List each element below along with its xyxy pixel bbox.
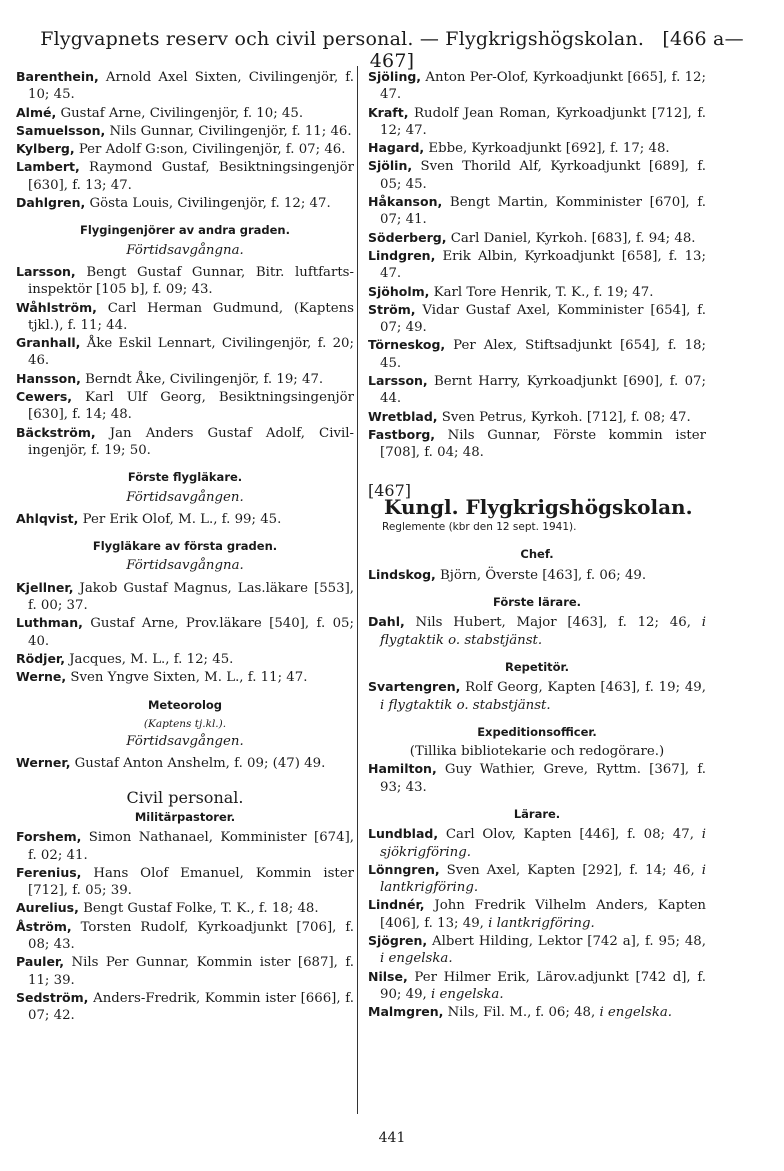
entry-surname: Ström, <box>368 301 416 317</box>
list-item <box>368 1003 706 1021</box>
list-item <box>368 372 706 408</box>
entry-details: Jan Anders Gustaf Adolf, Civil-ingenjör, f. 19; 50. <box>28 425 354 458</box>
list-item <box>368 613 706 649</box>
entry-surname: Kraft, <box>368 104 409 120</box>
right-column <box>368 68 706 1022</box>
entry-subject: i lantkrigföring. <box>488 915 595 931</box>
entry-details: Nils Gunnar, Civilingenjör, f. 11; 46. <box>105 123 352 139</box>
list-item <box>16 668 354 686</box>
subheading-fortidsavgangen-2: Förtidsavgången. <box>126 734 244 750</box>
entry-details: Per Hilmer Erik, Lärov.adjunkt [742 d], f. 90; 49, <box>380 969 706 1002</box>
list-item <box>368 426 706 462</box>
list-item <box>368 825 706 861</box>
list-item <box>368 157 706 193</box>
entry-details: Gösta Louis, Civilingenjör, f. 12; 47. <box>85 196 331 212</box>
entry-details: Åke Eskil Lennart, Civilingenjör, f. 20; 46. <box>28 336 354 369</box>
entry-surname: Hansson, <box>16 370 81 386</box>
entries-flyglakare <box>16 579 354 687</box>
entries-militarpastorer-cont <box>368 68 706 462</box>
entry-surname: Sjögren, <box>368 933 428 949</box>
section-heading-militarpastorer: Militärpastorer. <box>134 809 236 824</box>
entry-surname: Wretblad, <box>368 408 438 424</box>
list-item <box>368 301 706 337</box>
entry-surname: Fastborg, <box>368 426 436 442</box>
entry-details: Raymond Gustaf, Besiktningsingenjör [630], f. 13; 47. <box>28 160 354 193</box>
entry-surname: Sedström, <box>16 989 89 1005</box>
entry-surname: Nilse, <box>368 968 408 984</box>
entry-surname: Pauler, <box>16 954 64 970</box>
entry-surname: Törneskog, <box>368 337 446 353</box>
entry-details: Karl Tore Henrik, T. K., f. 19; 47. <box>429 284 654 300</box>
entry-surname: Åström, <box>16 918 72 934</box>
entry-details: Guy Wathier, Greve, Ryttm. [367], f. 93; 43. <box>380 762 706 795</box>
entry-details: Nils Gunnar, Förste kommin ister [708], f. 04; 48. <box>380 427 706 461</box>
entry-surname: Forshem, <box>16 829 82 845</box>
entry-surname: Almé, <box>16 104 57 120</box>
section-heading-repetitor: Repetitör. <box>505 659 569 674</box>
entry-details: Bengt Gustaf Gunnar, Bitr. luftfarts-inspektör [105 b], f. 09; 43. <box>28 264 354 298</box>
entry-surname: Wåhlström, <box>16 299 97 315</box>
list-item <box>16 68 354 104</box>
list-item <box>16 424 354 460</box>
entry-chef <box>368 566 706 584</box>
entry-surname: Sjöholm, <box>368 283 430 299</box>
entry-details: Anton Per-Olof, Kyrkoadjunkt [665], f. 12; 47. <box>380 70 706 103</box>
entry-details: Jacques, M. L., f. 12; 45. <box>65 651 234 667</box>
list-item <box>16 864 354 900</box>
list-item <box>368 760 706 796</box>
entry-details: Karl Ulf Georg, Besiktningsingenjör [630], f. 14; 48. <box>28 390 354 423</box>
subheading-fortidsavgangna: Förtidsavgångna. <box>126 242 244 258</box>
list-item <box>16 370 354 388</box>
entry-subject: i flygtaktik o. stabstjänst. <box>380 615 706 648</box>
entry-surname: Werner, <box>16 755 71 771</box>
list-item <box>16 122 354 140</box>
list-item <box>368 932 706 968</box>
entry-subject: i sjökrigföring. <box>380 827 706 860</box>
section-heading-forste-larare: Förste lärare. <box>492 595 582 610</box>
entry-details: Gustaf Arne, Civilingenjör, f. 10; 45. <box>56 105 304 121</box>
entry-subject: i flygtaktik o. stabstjänst. <box>380 697 551 713</box>
entry-surname: Rödjer, <box>16 650 65 666</box>
entry-details: Jakob Gustaf Magnus, Las.läkare [553], f. 00; 37. <box>28 580 354 614</box>
entries-civilingenjorer <box>16 68 354 212</box>
list-item <box>16 334 354 370</box>
entries-forste-flyglakare <box>16 510 354 528</box>
entry-surname: Dahlgren, <box>16 195 86 211</box>
entry-surname: Malmgren, <box>368 1004 444 1020</box>
entry-details: Per Alex, Stiftsadjunkt [654], f. 18; 45. <box>380 338 706 371</box>
section-title-civil-personal: Civil personal. <box>126 787 244 807</box>
list-item <box>16 104 354 122</box>
entry-surname: Ferenius, <box>16 864 82 880</box>
header-page-range: [466 a—467] <box>369 28 744 72</box>
list-item <box>16 299 354 335</box>
entry-details: Berndt Åke, Civilingenjör, f. 19; 47. <box>80 371 324 387</box>
entry-details: Nils Per Gunnar, Kommin ister [687], f. 11; 39. <box>28 955 354 988</box>
list-item <box>16 388 354 424</box>
list-item <box>368 968 706 1004</box>
entry-surname: Ahlqvist, <box>16 510 79 526</box>
entry-surname: Cewers, <box>16 389 73 405</box>
entry-details: Carl Olov, Kapten [446], f. 08; 47, <box>438 827 702 843</box>
list-item <box>368 283 706 301</box>
entry-details: Gustaf Arne, Prov.läkare [540], f. 05; 40. <box>28 616 354 649</box>
entry-surname: Samuelsson, <box>16 122 106 138</box>
section-heading-chef: Chef. <box>520 547 554 562</box>
entry-surname: Dahl, <box>368 614 405 630</box>
entry-surname: Barenthein, <box>16 69 99 84</box>
list-item <box>368 861 706 897</box>
entry-details: Rudolf Jean Roman, Kyrkoadjunkt [712], f. 12; 47. <box>380 105 706 138</box>
entry-details: Carl Herman Gudmund, (Kaptens tjkl.), f. 11; 44. <box>28 300 354 333</box>
list-item <box>16 918 354 954</box>
entry-surname: Aurelius, <box>16 900 79 916</box>
entry-details: Ebbe, Kyrkoadjunkt [692], f. 17; 48. <box>424 141 670 157</box>
list-item <box>16 953 354 989</box>
entry-surname: Håkanson, <box>368 194 443 210</box>
entry-details: Nils Hubert, Major [463], f. 12; 46, <box>404 615 702 631</box>
list-item <box>16 754 354 772</box>
entry-surname: Sjölin, <box>368 158 413 174</box>
list-item <box>16 510 354 528</box>
entry-surname: Söderberg, <box>368 229 447 245</box>
entry-surname: Lönngren, <box>368 861 440 877</box>
section-heading-larare: Lärare. <box>513 806 561 821</box>
subheading-kaptens-tjkl: (Kaptens tj.kl.). <box>143 717 227 730</box>
reglemente-note: Reglemente (kbr den 12 sept. 1941). <box>382 521 577 534</box>
list-item <box>368 896 706 932</box>
column-divider <box>357 66 358 1114</box>
entry-surname: Larsson, <box>368 373 428 389</box>
entry-surname: Granhall, <box>16 335 81 351</box>
entries-flygingenjorer <box>16 263 354 459</box>
list-item <box>368 193 706 229</box>
list-item <box>16 140 354 158</box>
list-item <box>368 408 706 426</box>
page-number: 441 <box>378 1130 406 1146</box>
entry-surname: Svartengren, <box>368 679 461 695</box>
section-heading-flygingenjorer: Flygingenjörer av andra graden. <box>80 223 290 238</box>
entry-surname: Sjöling, <box>368 69 422 84</box>
entry-details: Sven Yngve Sixten, M. L., f. 11; 47. <box>66 670 308 686</box>
entry-details: Bengt Martin, Komminister [670], f. 07; 41. <box>380 195 706 228</box>
entry-details: Sven Petrus, Kyrkoh. [712], f. 08; 47. <box>437 409 691 425</box>
entry-details: Albert Hilding, Lektor [742 a], f. 95; 48, <box>427 934 706 950</box>
list-item <box>16 579 354 615</box>
list-item <box>368 139 706 157</box>
entry-details: Hans Olof Emanuel, Kommin ister [712], f. 05; 39. <box>28 865 354 899</box>
entry-details: Erik Albin, Kyrkoadjunkt [658], f. 13; 47. <box>380 248 706 282</box>
entry-surname: Luthman, <box>16 615 83 631</box>
list-item <box>368 104 706 140</box>
list-item <box>16 194 354 212</box>
entry-details: Bengt Gustaf Folke, T. K., f. 18; 48. <box>78 901 319 917</box>
entry-surname: Lindgren, <box>368 247 436 263</box>
entry-details: Per Adolf G:son, Civilingenjör, f. 07; 46. <box>74 142 346 158</box>
entry-subject: i engelska. <box>431 986 504 1002</box>
entry-details: Nils, Fil. M., f. 06; 48, <box>443 1005 600 1021</box>
entry-surname: Larsson, <box>16 263 76 279</box>
entries-larare <box>368 825 706 1021</box>
entry-surname: Werne, <box>16 669 67 685</box>
entry-surname: Lundblad, <box>368 826 439 842</box>
entry-details: Björn, Överste [463], f. 06; 49. <box>435 567 647 583</box>
list-item <box>368 566 706 584</box>
section-heading-expeditionsofficer: Expeditionsofficer. <box>477 724 597 739</box>
list-item <box>368 678 706 714</box>
entry-details: John Fredrik Vilhelm Anders, Kapten [406], f. 13; 49, <box>380 898 706 931</box>
list-item <box>368 336 706 372</box>
entry-details: Arnold Axel Sixten, Civilingenjör, f. 10; 45. <box>28 70 354 103</box>
entry-details: Sven Axel, Kapten [292], f. 14; 46, <box>439 862 702 878</box>
list-item <box>16 614 354 650</box>
list-item <box>368 68 706 104</box>
page-reference: [467] <box>368 480 412 500</box>
section-heading-meteorolog: Meteorolog <box>147 697 223 712</box>
entry-surname: Lindskog, <box>368 566 436 582</box>
entry-details: Per Erik Olof, M. L., f. 99; 45. <box>78 511 282 527</box>
list-item <box>16 828 354 864</box>
entries-militarpastorer <box>16 828 354 1024</box>
section-title-flygkrigshogskolan: Kungl. Flygkrigshögskolan. <box>384 494 693 519</box>
entry-details: Simon Nathanael, Komminister [674], f. 02; 41. <box>28 830 354 863</box>
entry-subject: i engelska. <box>380 951 453 967</box>
list-item <box>368 247 706 283</box>
entry-surname: Kjellner, <box>16 579 74 595</box>
list-item <box>16 899 354 917</box>
entry-subject: i engelska. <box>599 1005 673 1021</box>
entries-meteorolog <box>16 754 354 772</box>
subheading-fortidsavgangen: Förtidsavgången. <box>126 489 244 505</box>
list-item <box>368 229 706 247</box>
tillika-note: (Tillika bibliotekarie och redogörare.) <box>409 744 665 760</box>
entry-surname: Lambert, <box>16 159 80 175</box>
subheading-fortidsavgangna-2: Förtidsavgångna. <box>126 558 244 574</box>
entry-details: Gustaf Anton Anshelm, f. 09; (47) 49. <box>70 756 326 772</box>
list-item <box>16 263 354 299</box>
page-header <box>22 28 762 72</box>
entry-details: Rolf Georg, Kapten [463], f. 19; 49, <box>460 680 706 696</box>
entry-surname: Hagard, <box>368 140 425 156</box>
entry-surname: Kylberg, <box>16 141 75 157</box>
entry-subject: i lantkrigföring. <box>380 862 706 896</box>
entry-details: Sven Thorild Alf, Kyrkoadjunkt [689], f. 05; 45. <box>380 159 706 192</box>
list-item <box>16 989 354 1025</box>
left-column <box>16 68 354 1025</box>
section-heading-flyglakare: Flygläkare av första graden. <box>92 539 278 554</box>
entry-repetitor <box>368 678 706 714</box>
entry-expeditionsofficer <box>368 760 706 796</box>
entry-forste-larare <box>368 613 706 649</box>
list-item <box>16 158 354 194</box>
entry-details: Torsten Rudolf, Kyrkoadjunkt [706], f. 08; 43. <box>28 919 354 953</box>
entry-details: Anders-Fredrik, Kommin ister [666], f. 07; 42. <box>28 990 354 1024</box>
entry-details: Carl Daniel, Kyrkoh. [683], f. 94; 48. <box>446 230 696 246</box>
entry-surname: Hamilton, <box>368 761 437 777</box>
entry-surname: Bäckström, <box>16 424 96 440</box>
list-item <box>16 650 354 668</box>
section-heading-forste-flyglakare: Förste flygläkare. <box>127 470 243 485</box>
entry-surname: Lindnér, <box>368 897 425 913</box>
entry-details: Bernt Harry, Kyrkoadjunkt [690], f. 07; 44. <box>380 374 706 407</box>
entry-details: Vidar Gustaf Axel, Komminister [654], f. 07; 49. <box>380 302 706 336</box>
header-title: Flygvapnets reserv och civil personal. — Flygkrigshögskolan. <box>40 28 645 50</box>
